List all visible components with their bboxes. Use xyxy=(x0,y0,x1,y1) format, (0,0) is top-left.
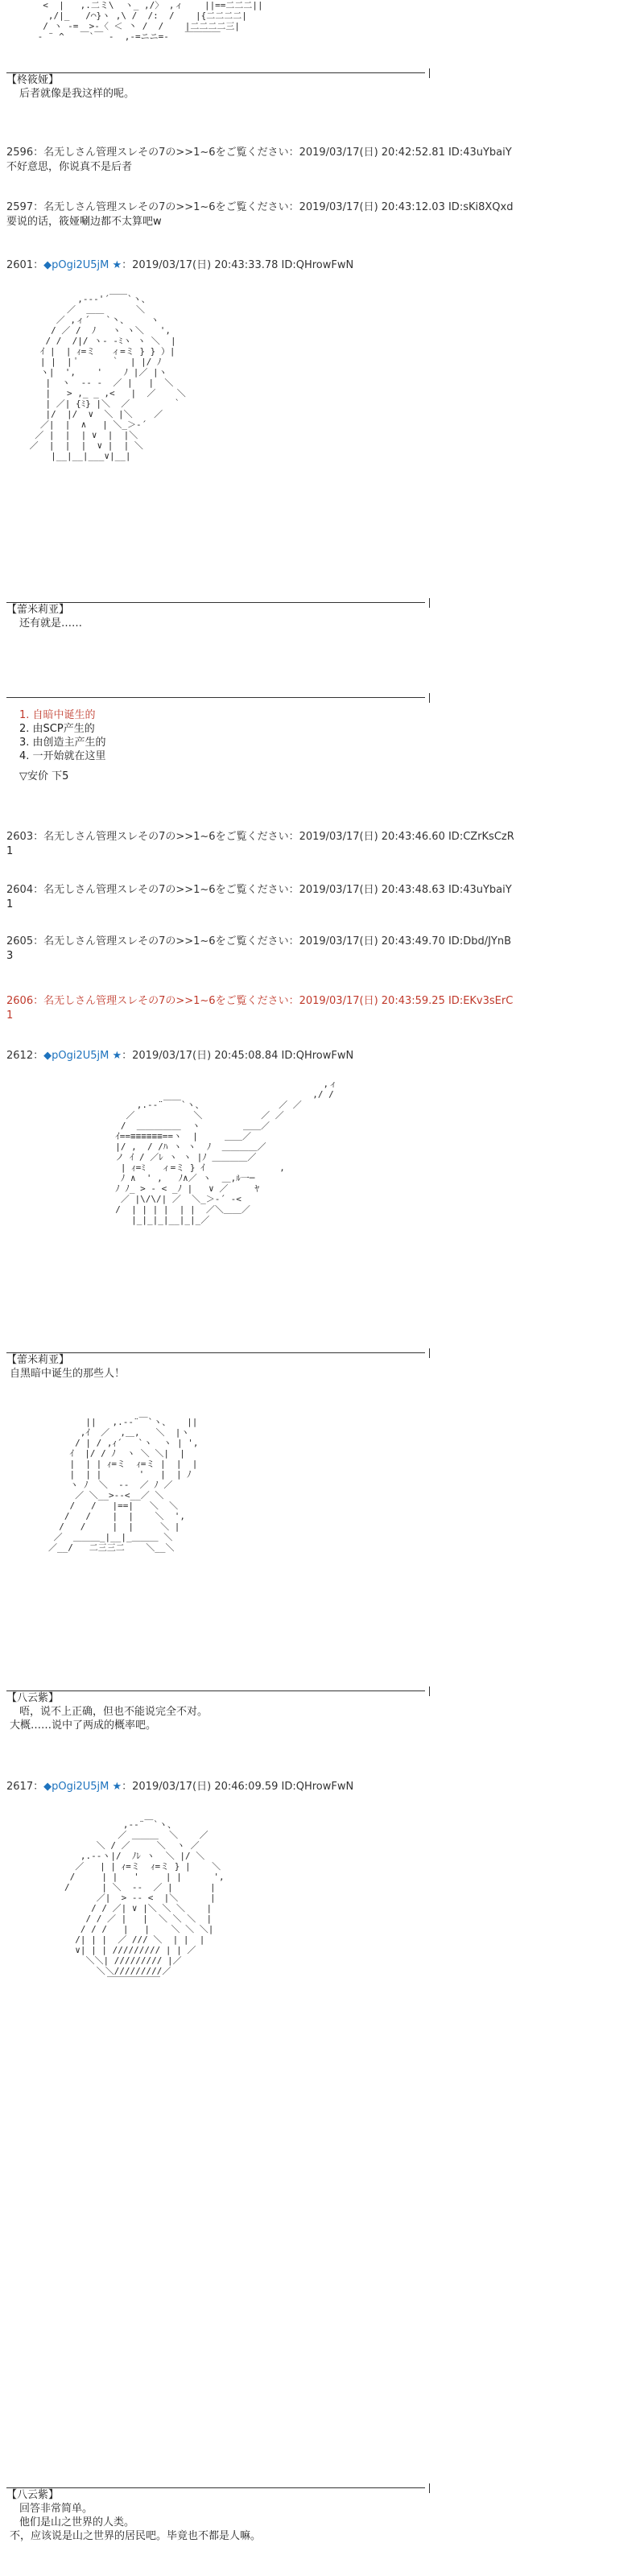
dialogue-box-5 xyxy=(6,2487,425,2543)
post-header-2612 xyxy=(6,1050,353,1063)
post-header-2596: 2596：名无しさん管理スレその7の>>1~6をご覧ください：2019/03/17(日) 20:42:52.81 ID:43uYbaiY xyxy=(6,147,512,159)
post-header-2601 xyxy=(6,259,353,272)
speaker-label: 【八云紫】 xyxy=(6,1692,60,1704)
speech-line-3: 不，应该说是山之世界的居民吧。毕竟也不都是人嘛。 xyxy=(10,2530,262,2542)
post-body-2606: 1 xyxy=(6,1009,14,1022)
post-number: 2601： xyxy=(6,259,44,271)
dialogue-box-2 xyxy=(6,602,425,630)
post-body-2597: 要说的话，筱娅唰边都不太算吧w xyxy=(6,216,162,228)
tripcode-link[interactable]: ◆pOgi2U5jM xyxy=(43,259,109,271)
post-header-2606: 2606：名无しさん管理スレその7の>>1~6をご覧ください：2019/03/17(日) 20:43:59.25 ID:EKv3sErC xyxy=(6,995,514,1007)
ascii-art-2601: ,--‐'´￣￣`ヽ、 ／ ＿＿ ＼ ／ ,ィ´ `丶、 ヽ / ／ / ﾉ ヽ ヽ＼ ', / / /|/ ヽ‐ -ﾐヽ ヽ ＼ | ｲ | | ｨ=ミ ィ=ミ } } ）| | | | ﾟ ｀ | |/ ﾉ ヽ| ', ' ﾉ |／ |ヽ | ヽ ‐- ‐ ／ | | ＼ | > ,_ _ ,< | ／ ＼ | ／| {ﾐ} |＼ ／ ｀ |/ |/ ∨ ＼ |＼ ／ ／| | ∧ | ＼_＞‐´ ／ | | | ∨ | |＼ ／ | | | ∨ | | ＼ |__|__|___∨|__| xyxy=(29,294,186,461)
post-header-2597: 2597：名无しさん管理スレその7の>>1~6をご覧ください：2019/03/17(日) 20:43:12.03 ID:sKi8XQxd xyxy=(6,201,514,213)
speech-line: 自黑暗中诞生的那些人！ xyxy=(10,1368,126,1380)
star-icon: ★ xyxy=(112,259,122,271)
post-meta: ：2019/03/17(日) 20:43:33.78 ID:QHrowFwN xyxy=(122,259,354,271)
option-3: 3. 由创造主产生的 xyxy=(19,737,106,749)
post-header-2605: 2605：名无しさん管理スレその7の>>1~6をご覧ください：2019/03/17(日) 20:43:49.70 ID:Dbd/JYnB xyxy=(6,935,512,947)
speaker-label: 【柊筱娅】 xyxy=(6,74,60,86)
post-body-2605: 3 xyxy=(6,950,14,962)
option-4: 4. 一开始就在这里 xyxy=(19,750,106,762)
tripcode-link[interactable]: ◆pOgi2U5jM xyxy=(43,1781,109,1793)
speech-line-2: 他们是山之世界的人类。 xyxy=(19,2516,135,2529)
dialogue-box-4 xyxy=(6,1690,425,1732)
speech-line-2: 大概……说中了两成的概率吧。 xyxy=(10,1719,157,1732)
vote-instruction: ▽安价 下5 xyxy=(19,770,69,782)
post-body-2604: 1 xyxy=(6,898,14,910)
speaker-label: 【八云紫】 xyxy=(6,2489,60,2501)
speech-line-1: 唔，说不上正确，但也不能说完全不对。 xyxy=(19,1706,208,1718)
ascii-art-2617: ,-‐¨￣`ヽ、 ／ ＿＿＿ ＼ ／ ＼ / ／ ＼ ヽ ／ ,.-‐ヽ|/ ﾉﾚ ヽ ＼ |/ ＼ ／ | | ｨ=ミ ｨ=ミ } | ＼ / | | ' | | ', / | ＼ ‐- ／ | | ／| > ‐‐ < |＼ | / / ／| ∨ |＼ ＼ ＼ | / / ／ | | ＼ ＼ ＼ | / / / | | ＼ ＼ ＼| /| | | ／ /// ＼ | | | ∨| | | ///////// | | ／ ＼＼| ///////// |／ ＼＼/////////／ ￣￣￣￣￣￣ xyxy=(64,1819,225,1987)
post-meta: ：2019/03/17(日) 20:45:08.84 ID:QHrowFwN xyxy=(122,1050,354,1062)
star-icon: ★ xyxy=(112,1781,122,1793)
post-number: 2617： xyxy=(6,1781,44,1793)
dialogue-box-3 xyxy=(6,1352,425,1381)
post-header-2617 xyxy=(6,1781,353,1794)
star-icon: ★ xyxy=(112,1050,122,1062)
post-body-2603: 1 xyxy=(6,845,14,857)
post-body-2596: 不好意思，你说真不是后者 xyxy=(6,161,133,173)
speech-line: 还有就是…… xyxy=(19,617,83,630)
tripcode-link[interactable]: ◆pOgi2U5jM xyxy=(43,1050,109,1062)
option-1: 1. 自暗中诞生的 xyxy=(19,709,96,721)
ascii-art-yukari-1: || ,.-‐¨￣`ヽ、 || ,ｲ ／ ,＿, ＼ |ヽ / | / ,ｨ´ `ヽ ヽ | ', ｲ |/ / ﾉ ヽ ＼ ＼| | | | | ｨ=ミ ｨ=ミ | | | | | | ' | | ﾉ ヽ ﾉ ＼ ‐‐ ／ ﾉ ／ ／ ＼__>‐‐<__／ ＼ / / |==| ＼ ＼ / / | | ＼ ', / / | | ＼ | ／ ＿＿＿_|__|_＿＿＿ ＼ ／__/ 二三三二 ＼__＼ xyxy=(48,1417,199,1553)
option-2: 2. 由SCP产生的 xyxy=(19,723,95,735)
speech-line: 后者就像是我这样的呢。 xyxy=(19,88,135,100)
post-meta: ：2019/03/17(日) 20:46:09.59 ID:QHrowFwN xyxy=(122,1781,354,1793)
vote-options xyxy=(6,708,425,783)
speech-line-1: 回答非常简单。 xyxy=(19,2503,93,2515)
speaker-label: 【蕾米莉亚】 xyxy=(6,604,70,616)
post-header-2603: 2603：名无しさん管理スレその7の>>1~6をご覧ください：2019/03/17(日) 20:43:46.60 ID:CZrKsCzR xyxy=(6,831,514,843)
post-header-2604: 2604：名无しさん管理スレその7の>>1~6をご覧ください：2019/03/17(日) 20:43:48.63 ID:43uYbaiY xyxy=(6,884,512,896)
dialogue-box-1 xyxy=(6,72,425,101)
ascii-art-2612: ,ィ ,/ / ,.-‐¨￣￣`ヽ、 ／ ／ ／ ＼ ／ ／ / ＿＿＿＿＿ ヽ ＿＿／ ｲ==≡≡≡≡≡≡==ヽ | ＿＿／ |/ , / /ﾊ ヽ ヽ ﾉ ＿＿＿＿／ ノ ｲ / ／ﾚ ヽ ヽ |ﾉ ＿＿＿＿／ | ｨ=ﾐ ィ=ミ } ｲ , ﾉ ∧ ' , ﾉ∧／ ヽ ＿,ﾙ一─ ﾉ ﾉ_ > ‐ < _ﾉ | ∨ ／ ﾔ ／ |\/\/| ／ ＼_＞‐´ ‐< / | | | | | | ／＼＿＿／ |_|_|_|__|_|_／ xyxy=(115,1079,338,1225)
speaker-label: 【蕾米莉亚】 xyxy=(6,1354,70,1366)
ascii-art-top: < | ,.二ミ\ ヽ_ ,/〉 ,ィ ||==二二二|| ,/|_ /⌒}ヽ ,\ / /: / |{二二二二| / ヽ -= >-〈 ＜ 丶 / / |二二二二三| ‐ ¨ ^ ￣`￣ ‐ ,-=ニニ=- ￣￣￣￣ xyxy=(37,0,263,42)
post-number: 2612： xyxy=(6,1050,44,1062)
divider xyxy=(6,697,425,698)
